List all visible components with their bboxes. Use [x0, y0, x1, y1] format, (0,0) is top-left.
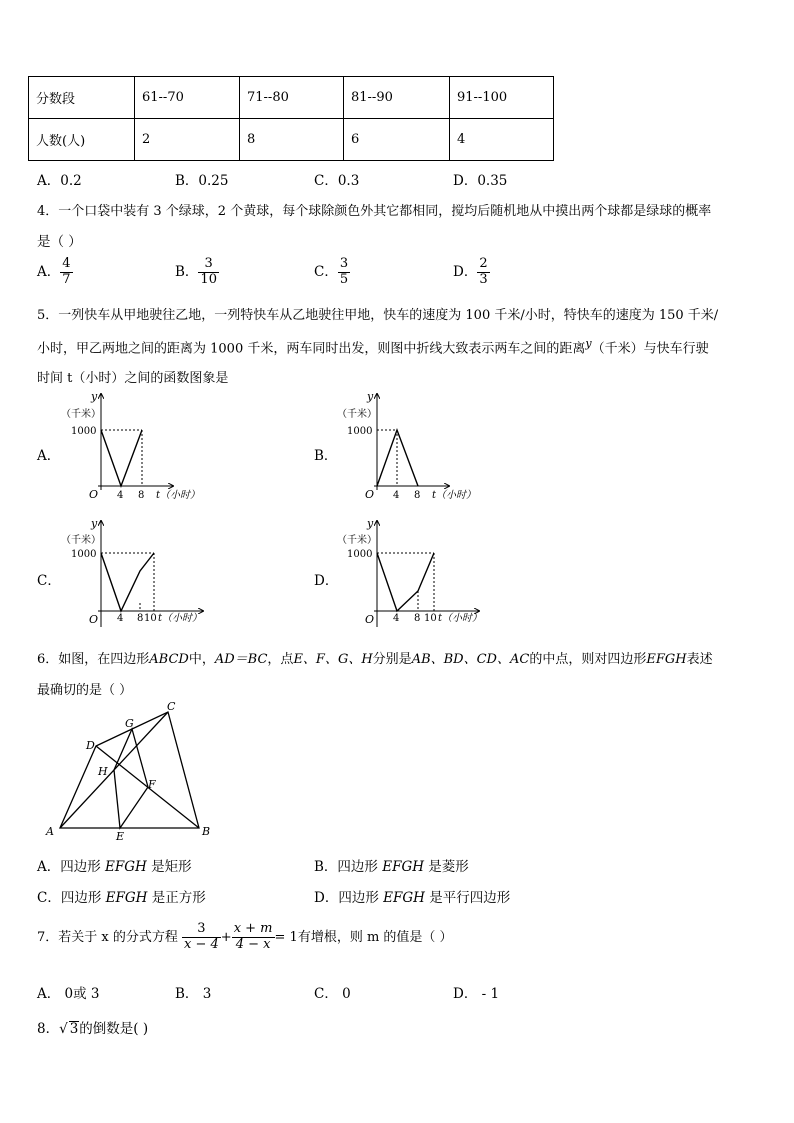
table-cell: 2: [135, 119, 240, 161]
text: 的中点，则对四边形: [529, 652, 647, 667]
q7-option-a[interactable]: A． 0或 3: [37, 986, 100, 1002]
graph-b: [334, 390, 509, 510]
variable: E、F、G、H: [293, 652, 373, 667]
q7-stem: [37, 922, 453, 953]
table-cell: 6: [344, 119, 450, 161]
x-tick: 8: [414, 613, 421, 624]
x-tick: 4: [393, 490, 400, 501]
point-label: E: [116, 830, 125, 843]
text: 是平行四边形: [424, 890, 511, 906]
text: 中，: [188, 652, 215, 667]
q3-option-c[interactable]: C．0.3: [314, 173, 360, 189]
table-row: [29, 77, 554, 119]
denominator: 10: [200, 271, 217, 287]
x-tick: 8: [137, 613, 144, 624]
origin-label: O: [89, 488, 99, 501]
table-cell: 人数(人): [29, 119, 135, 161]
x-tick: 8: [414, 490, 421, 501]
table-cell: 4: [450, 119, 554, 161]
point-label: C: [167, 700, 176, 713]
denominator: 5: [339, 271, 349, 287]
q7-option-c[interactable]: C． 0: [314, 986, 351, 1002]
variable: AD＝BC: [214, 652, 268, 667]
numerator: 2: [479, 256, 488, 271]
y-tick: 1000: [71, 549, 97, 560]
point-label: D: [86, 739, 95, 752]
point-label: A: [46, 825, 54, 838]
q5-option-c[interactable]: C．: [37, 573, 61, 589]
q4-stem-line1: 4．一个口袋中装有 3 个绿球，2 个黄球，每个球除颜色外其它都相同，搅均后随机地从中摸出两个球都是绿球的概率: [37, 204, 712, 219]
origin-label: O: [365, 488, 375, 501]
text: 分别是: [372, 652, 412, 667]
x-label: t（小时）: [438, 613, 483, 624]
q4-stem-line2: 是（ ）: [37, 234, 82, 250]
table-cell: 分数段: [29, 77, 135, 119]
graph-c: [58, 515, 228, 635]
text: 有增根，则 m 的值是（ ）: [297, 929, 453, 945]
y-unit: （千米）: [61, 535, 101, 546]
numerator: 3: [182, 922, 221, 938]
variable: EFGH: [105, 890, 148, 906]
denominator: 7: [62, 271, 71, 287]
q4-option-b[interactable]: [175, 257, 219, 288]
point-label: H: [98, 765, 108, 778]
x-tick: 4: [117, 490, 124, 501]
variable: EFGH: [646, 652, 687, 667]
text: D．四边形: [314, 890, 384, 906]
point-label: F: [148, 778, 156, 791]
text: C．四边形: [37, 890, 106, 906]
point-label: B: [202, 825, 211, 838]
x-tick: 10: [144, 613, 157, 624]
q5-option-d[interactable]: D．: [314, 573, 339, 589]
q8-stem: [37, 1017, 148, 1037]
q6-stem-line1: [37, 648, 713, 667]
quadrilateral-efgh: [114, 729, 148, 828]
text: 表述: [686, 652, 713, 667]
text: 8．: [37, 1021, 60, 1037]
fraction: [198, 257, 219, 288]
table-cell: 81--90: [344, 77, 450, 119]
option-label: B．: [175, 263, 199, 280]
y-label: y: [367, 390, 374, 403]
q6-option-d[interactable]: [314, 886, 510, 906]
y-label: y: [91, 517, 98, 530]
q6-option-c[interactable]: [37, 886, 206, 906]
denominator: 4 − x: [235, 936, 271, 952]
q5-stem-line1: 5．一列快车从甲地驶往乙地，一列特快车从乙地驶往甲地，快车的速度为 100 千米/小时，特快车的速度为 150 千米/: [37, 308, 719, 323]
graph-a: [58, 390, 228, 510]
score-table: [28, 76, 554, 161]
origin-label: O: [365, 613, 375, 626]
q4-option-c[interactable]: [314, 257, 350, 288]
q7-option-d[interactable]: D． - 1: [453, 986, 500, 1002]
fraction: [338, 257, 350, 288]
text: 的倒数是( ): [79, 1021, 149, 1037]
table-cell: 71--80: [240, 77, 344, 119]
x-label: t（小时）: [158, 613, 203, 624]
y-tick: 1000: [71, 426, 97, 437]
x-tick: 4: [393, 613, 400, 624]
text: （千米）与快车行驶: [591, 341, 709, 357]
q5-option-a[interactable]: A．: [37, 448, 61, 464]
y-label: y: [91, 390, 98, 403]
y-tick: 1000: [347, 549, 373, 560]
x-tick: 4: [117, 613, 124, 624]
y-unit: （千米）: [61, 409, 101, 420]
quadrilateral-figure: [40, 700, 220, 845]
numerator: 4: [62, 256, 71, 271]
table-cell: 8: [240, 119, 344, 161]
text: 是正方形: [147, 890, 206, 906]
variable: EFGH: [382, 859, 424, 875]
q6-stem-line2: 最确切的是（ ）: [37, 683, 133, 698]
origin-label: O: [89, 613, 99, 626]
text: 7．若关于 x 的分式方程: [37, 929, 178, 945]
q4-option-d[interactable]: [453, 257, 490, 288]
q5-stem-line3: 时间 t（小时）之间的函数图象是: [37, 371, 229, 386]
q5-stem-line2: [37, 337, 709, 356]
fraction: [477, 257, 489, 288]
q5-option-b[interactable]: B．: [314, 448, 338, 464]
table-cell: 91--100: [450, 77, 554, 119]
q7-option-b[interactable]: B． 3: [175, 986, 212, 1002]
table-cell: 61--70: [135, 77, 240, 119]
variable: ABCD: [149, 652, 189, 667]
q4-option-a[interactable]: [37, 257, 73, 288]
x-tick: 8: [138, 490, 145, 501]
radicand: 3: [69, 1021, 79, 1037]
variable: AB、BD、CD、AC: [411, 652, 530, 667]
fraction: [182, 922, 221, 953]
numerator: x + m: [233, 921, 273, 936]
option-label: C．: [314, 263, 338, 280]
operator: = 1: [274, 929, 298, 945]
option-label: A．: [37, 263, 61, 280]
fraction: [60, 257, 72, 288]
denominator: 3: [479, 271, 488, 287]
graph-line: [377, 553, 434, 611]
y-unit: （千米）: [337, 535, 377, 546]
variable: EFGH: [383, 890, 425, 906]
q6-option-a[interactable]: [37, 855, 192, 875]
text: B．四边形: [314, 859, 383, 875]
y-unit: （千米）: [337, 409, 377, 420]
graph-d: [334, 515, 509, 635]
text: 小时，甲乙两地之间的距离为 1000 千米，两车同时出发，则图中折线大致表示两车之间的距离: [37, 341, 586, 357]
y-label: y: [367, 517, 374, 530]
text: ，点: [267, 652, 294, 667]
text: 6．如图，在四边形: [37, 652, 150, 667]
option-label: D．: [453, 263, 478, 280]
x-label: t（小时）: [432, 490, 477, 501]
sqrt-icon: √: [59, 1021, 68, 1037]
table-row: [29, 119, 554, 161]
q3-option-b[interactable]: B．0.25: [175, 173, 229, 189]
operator: +: [220, 929, 232, 945]
text: A．四边形: [37, 859, 106, 875]
variable: y: [585, 337, 592, 350]
numerator: 3: [198, 257, 219, 273]
q3-option-d[interactable]: D．0.35: [453, 173, 508, 189]
q6-option-b[interactable]: [314, 855, 469, 875]
denominator: x − 4: [184, 936, 219, 952]
variable: EFGH: [105, 859, 147, 875]
text: 是菱形: [424, 859, 469, 875]
x-label: t（小时）: [156, 490, 201, 501]
numerator: 3: [339, 256, 349, 271]
x-tick: 10: [424, 613, 437, 624]
y-tick: 1000: [347, 426, 373, 437]
q3-option-a[interactable]: A．0.2: [37, 173, 82, 189]
graph-line: [101, 553, 154, 611]
fraction: [232, 922, 275, 953]
point-label: G: [125, 717, 134, 730]
graph-line: [101, 430, 142, 486]
text: 是矩形: [146, 859, 192, 875]
